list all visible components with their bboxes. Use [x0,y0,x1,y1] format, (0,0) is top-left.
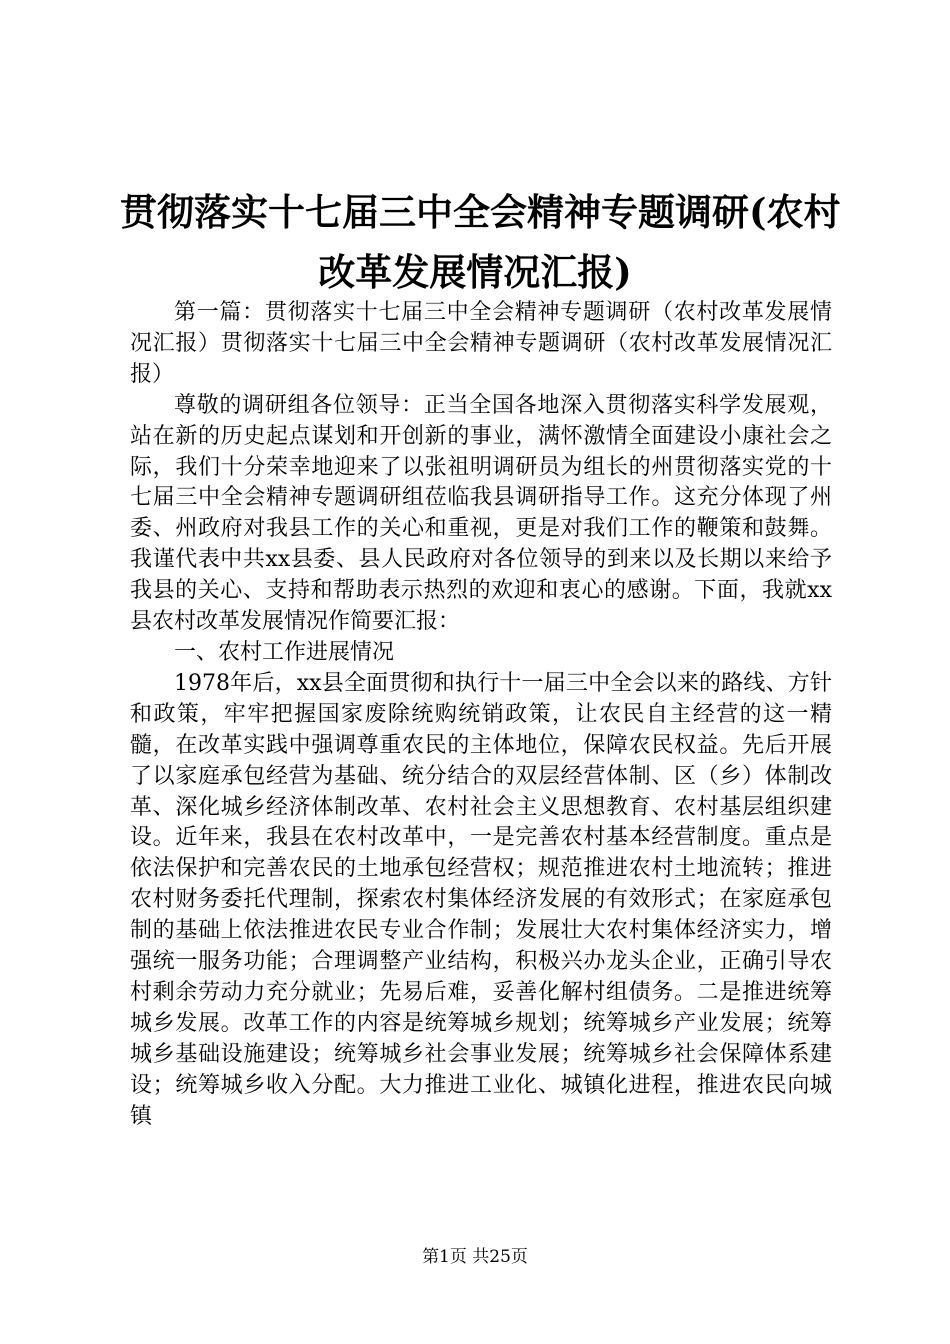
section-heading: 一、农村工作进展情况 [174,639,395,665]
paragraph-greeting: 尊敬的调研组各位领导：正当全国各地深入贯彻落实科学发展观，站在新的历史起点谋划和开创新的事业，满怀激情全面建设小康社会之际，我们十分荣幸地迎来了以张祖明调研员为组长的州贯彻落实党的十七届三中全会精神专题调研组莅临我县调研指导工作。这充分体现了州委、州政府对我县工作的关心和重视，更是对我们工作的鞭策和鼓舞。我谨代表中共xx县委、县人民政府对各位领导的到来以及长期以来给予我县的关心、支持和帮助表示热烈的欢迎和衷心的感谢。下面，我就xx县农村改革发展情况作简要汇报： [130,392,832,635]
document-body [130,298,832,1132]
paragraph-intro: 第一篇：贯彻落实十七届三中全会精神专题调研（农村改革发展情况汇报）贯彻落实十七届三中全会精神专题调研（农村改革发展情况汇报） [130,300,832,387]
paragraph-progress: 1978年后，xx县全面贯彻和执行十一届三中全会以来的路线、方针和政策，牢牢把握国家废除统购统销政策，让农民自主经营的这一精髓，在改革实践中强调尊重农民的主体地位，保障农民权益。先后开展了以家庭承包经营为基础、统分结合的双层经营体制、区（乡）体制改革、深化城乡经济体制改革、农村社会主义思想教育、农村基层组织建设。近年来，我县在农村改革中，一是完善农村基本经营制度。重点是依法保护和完善农民的土地承包经营权；规范推进农村土地流转；推进农村财务委托代理制，探索农村集体经济发展的有效形式；在家庭承包制的基础上依法推进农民专业合作制；发展壮大农村集体经济实力，增强统一服务功能；合理调整产业结构，积极兴办龙头企业，正确引导农村剩余劳动力充分就业；先易后难，妥善化解村组债务。二是推进统筹城乡发展。改革工作的内容是统筹城乡规划；统筹城乡产业发展；统筹城乡基础设施建设；统筹城乡社会事业发展；统筹城乡社会保障体系建设；统筹城乡收入分配。大力推进工业化、城镇化进程，推进农民向城镇 [130,670,832,1129]
title-line-1: 贯彻落实十七届三中全会精神专题调研(农村 [120,190,841,234]
document-title [120,182,841,302]
page-number-footer: 第1页 共25页 [422,1247,528,1267]
title-line-2: 改革发展情况汇报) [318,250,632,294]
